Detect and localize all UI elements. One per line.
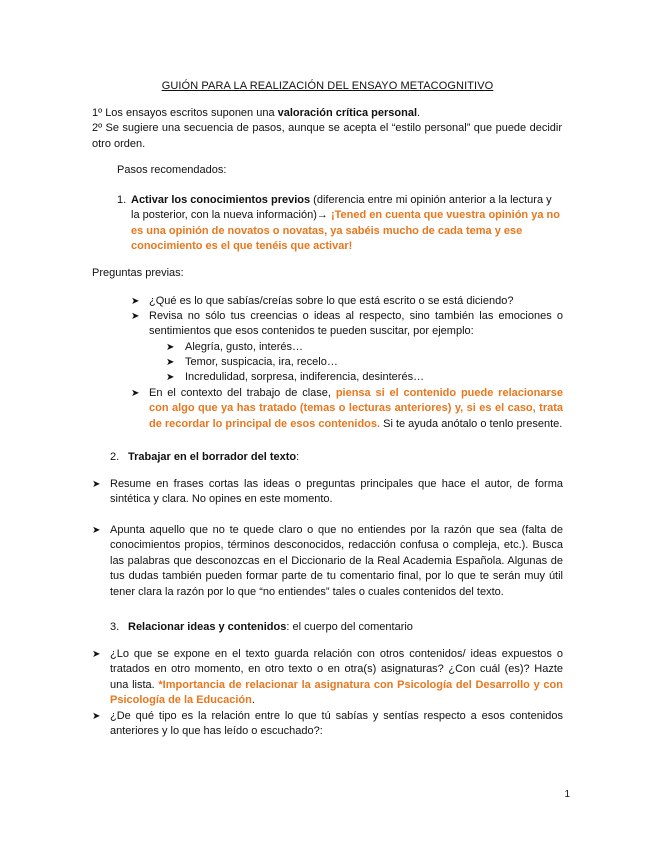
step2-bullet-1: Resume en frases cortas las ideas o preguntas principales que hace el autor, de forma sintética y clara. No opines en este momento. [110,478,563,506]
step3-heading-line [128,620,413,635]
step3-number: 3. [110,621,120,633]
emotion-item: Alegría, gusto, interés… [185,341,304,353]
prev-question-3-highlight: piensa si el contenido puede relacionarse con algo que ya has tratado (temas o lecturas anteriores) y, si es el caso, trata de recordar lo principal de esos contenidos. [149,387,563,430]
arrow-bullet-icon: ➤ [166,357,175,368]
step3-bullet-2: ¿De qué tipo es la relación entre lo que tú sabías y sentías respecto a esos contenidos anteriores y lo que has leído o escuchado?: [110,710,563,738]
step1-paragraph [131,193,563,255]
arrow-bullet-icon: ➤ [166,342,175,353]
intro-line2: 2º Se sugiere una secuencia de pasos, aunque se acepta el “estilo personal” que puede decidir otro orden. [92,122,562,150]
prev-question-3-post: Si te ayuda anótalo o tenlo presente. [380,417,563,430]
arrow-bullet-icon: ➤ [92,711,101,722]
arrow-bullet-icon: ➤ [166,372,175,383]
intro-paragraph [92,106,562,152]
step3-bullet-1-highlight: *Importancia de relacionar la asignatura con Psicología del Desarrollo y con Psicología de la Educación [110,678,563,707]
arrow-bullet-icon: ➤ [131,388,140,399]
step1-heading: Activar los conocimientos previos [131,194,311,206]
emotion-item: Temor, suspicacia, ira, recelo… [185,356,338,368]
arrow-bullet-icon: ➤ [131,296,140,307]
prev-questions-label: Preguntas previas: [92,267,184,279]
prev-question-3 [149,386,563,432]
recommended-label: Pasos recomendados: [117,164,227,176]
prev-question-3-pre: En el contexto del trabajo de clase, [149,387,336,399]
step2-heading: Trabajar en el borrador del texto [128,451,297,463]
step2-number: 2. [110,451,120,463]
step3-heading: Relacionar ideas y contenidos [128,621,287,633]
document-title: GUIÓN PARA LA REALIZACIÓN DEL ENSAYO METACOGNITIVO [161,80,494,92]
intro-line1-pre: 1º Los ensayos escritos suponen una [92,107,278,119]
prev-question-1: ¿Qué es lo que sabías/creías sobre lo que está escrito o se está diciendo? [149,295,514,307]
arrow-bullet-icon: ➤ [92,479,101,490]
step3-bullet-1 [110,647,563,709]
step1-text: (diferencia entre mi opinión anterior a la lectura y la posterior, con la nueva información)→ [131,194,552,222]
step1-number: 1. [117,194,127,206]
prev-question-2: Revisa no sólo tus creencias o ideas al respecto, sino también las emociones o sentimientos que esos contenidos te pueden suscitar, por ejemplo: [149,310,563,338]
emotion-item: Incredulidad, sorpresa, indiferencia, desinterés… [185,371,425,383]
arrow-bullet-icon: ➤ [131,311,140,322]
step1-highlight: ¡Tened en cuenta que vuestra opinión ya no es una opinión de novatos o novatas, ya sabéis mucho de cada tema y ese conocimiento es el que tenéis que activar! [131,209,560,253]
step3-heading-post: : el cuerpo del comentario [286,621,413,633]
step3-bullet-1-post: . [251,694,255,707]
arrow-bullet-icon: ➤ [92,649,101,660]
arrow-bullet-icon: ➤ [92,525,101,536]
intro-line1-post: . [417,107,421,119]
step2-heading-line [128,450,299,465]
intro-line1-bold: valoración crítica personal [277,107,418,119]
step3-bullet-1-text: ¿Lo que se expone en el texto guarda relación con otros contenidos/ ideas expuestos o tratados en otro momento, en otro texto o en otra(s) asignaturas? ¿Con cuál (es)? Hazte una lista. [110,648,563,691]
step2-bullet-2: Apunta aquello que no te quede claro o que no entiendes por la razón que sea (falta de conocimientos propios, términos desconocidos, redacción confusa o compleja, etc.). Busca las palabras que desconozcas en el Diccionario de la Real Academia Española. Algunas de tus dudas también pueden formar parte de tu comentario final, por lo que te serán muy útil tener clara la razón por lo que “no entiendes” tales o cuales contenidos del texto. [110,524,563,598]
step2-heading-post: : [296,451,300,463]
page-number: 1 [564,789,570,800]
